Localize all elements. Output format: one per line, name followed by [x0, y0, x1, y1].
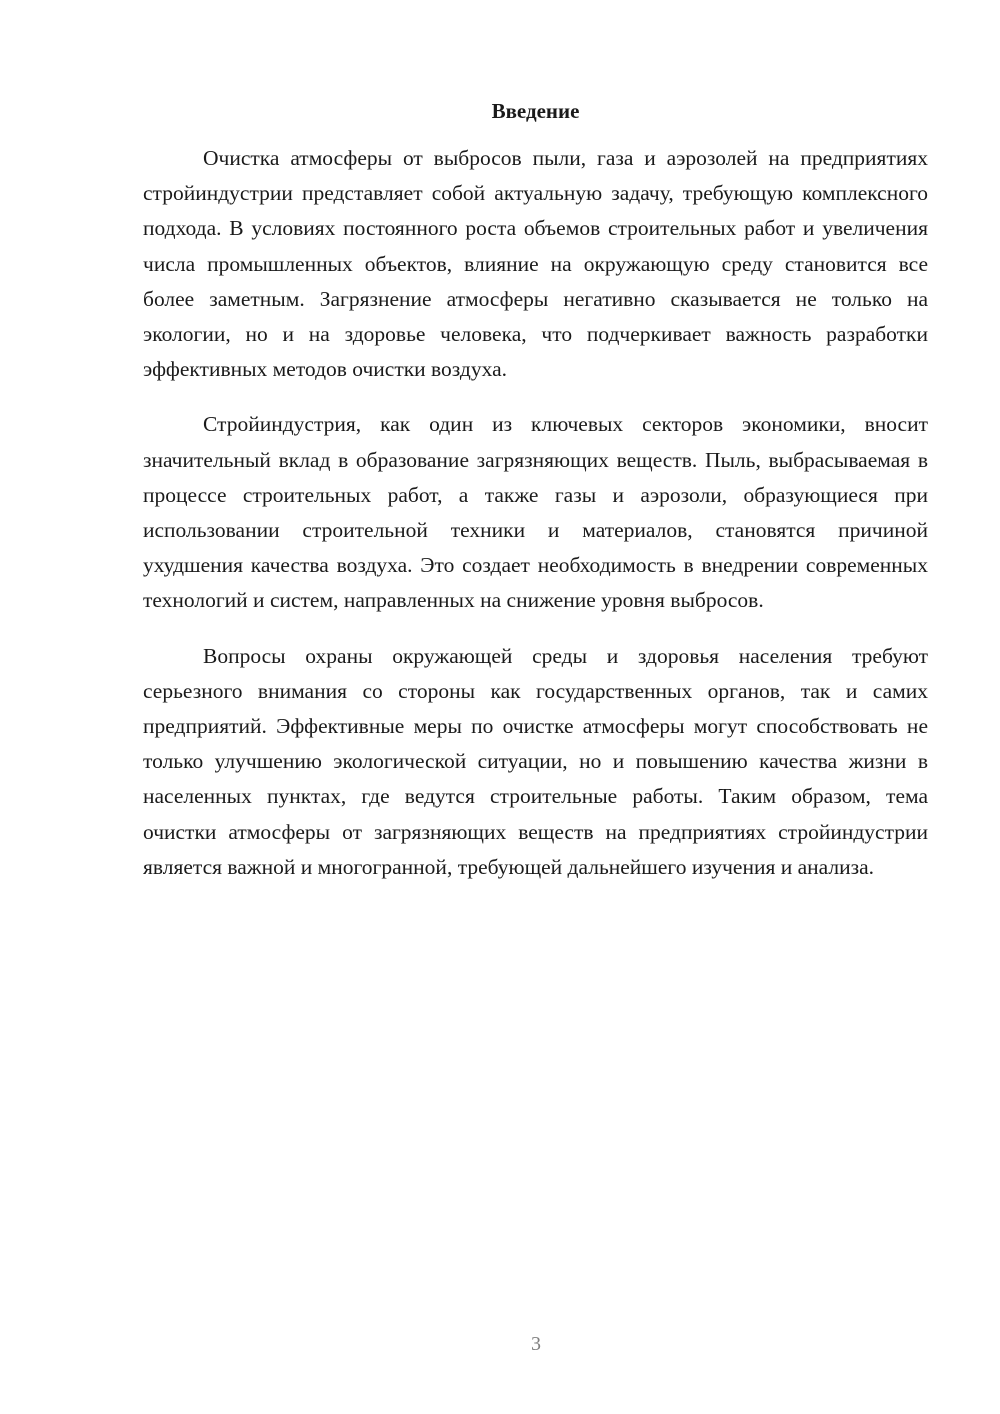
paragraph-3: Вопросы охраны окружающей среды и здоровья населения требуют серьезного внимания со стороны как государственных органов, так и самих предприятий. Эффективные меры по очистке атмосферы могут способствовать не только улучшению экологической ситуации, но и повышению качества жизни в населенных пунктах, где ведутся строительные работы. Таким образом, тема очистки атмосферы от загрязняющих веществ на предприятиях стройиндустрии является важной и многогранной, требующей дальнейшего изучения и анализа.: [143, 643, 928, 879]
paragraph-1: Очистка атмосферы от выбросов пыли, газа и аэрозолей на предприятиях стройиндустрии представляет собой актуальную задачу, требующую комплексного подхода. В условиях постоянного роста объемов строительных работ и увеличения числа промышленных объектов, влияние на окружающую среду становится все более заметным. Загрязнение атмосферы негативно сказывается не только на экологии, но и на здоровье человека, что подчеркивает важность разработки эффективных методов очистки воздуха.: [143, 146, 928, 382]
page-number: 3: [531, 1333, 541, 1355]
document-page: [143, 95, 928, 905]
section-title: Введение: [491, 99, 580, 123]
paragraph-2: Стройиндустрия, как один из ключевых секторов экономики, вносит значительный вклад в образование загрязняющих веществ. Пыль, выбрасываемая в процессе строительных работ, а также газы и аэрозоли, образующиеся при использовании строительной техники и материалов, становятся причиной ухудшения качества воздуха. Это создает необходимость в внедрении современных технологий и систем, направленных на снижение уровня выбросов.: [143, 412, 928, 613]
